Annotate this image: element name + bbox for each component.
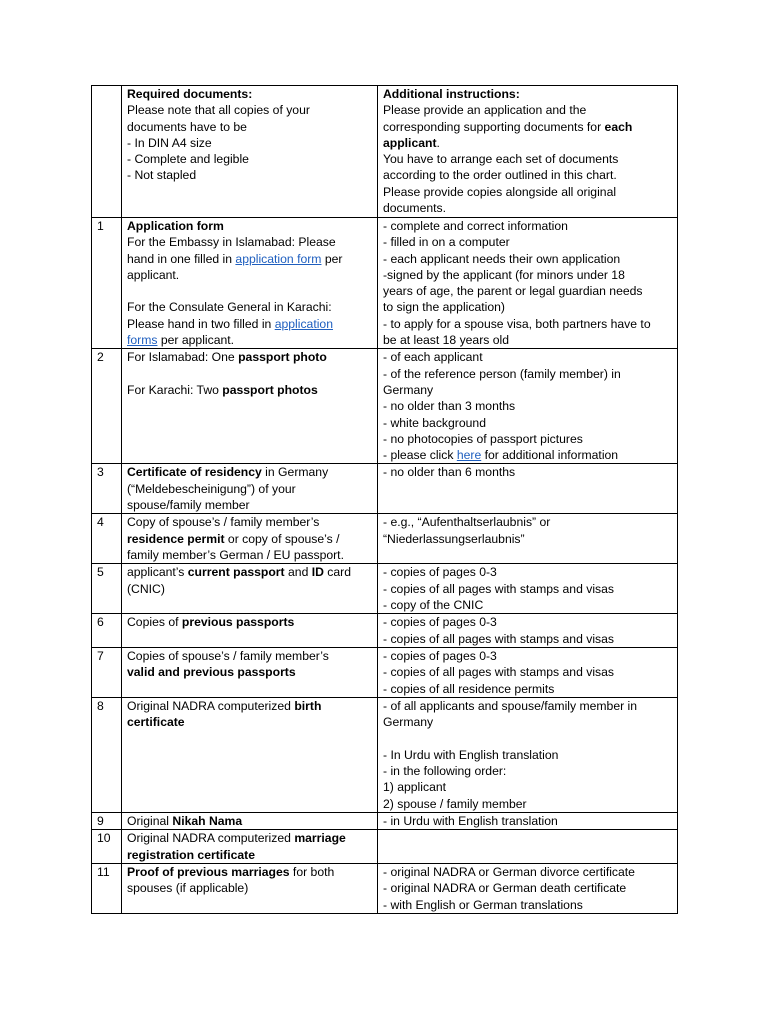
- blank-line: [127, 366, 372, 382]
- document-line: registration certificate: [127, 847, 256, 862]
- document-line: For the Embassy in Islamabad: Please: [127, 235, 336, 250]
- instruction-line: 1) applicant: [383, 780, 447, 795]
- bold-fragment: marriage: [294, 831, 346, 846]
- table-row: [92, 349, 678, 464]
- table-row: [92, 813, 678, 830]
- document-line: [127, 614, 372, 630]
- instruction-line: - no older than 3 months: [383, 399, 516, 414]
- document-line: [127, 531, 372, 547]
- row-number: 6: [92, 614, 122, 648]
- row-instructions-cell: [378, 218, 678, 349]
- text-fragment: card: [323, 565, 352, 580]
- document-line: [127, 251, 372, 267]
- bold-fragment: each: [604, 119, 633, 134]
- text-fragment: For Islamabad: One: [127, 350, 239, 365]
- text-fragment: per: [321, 251, 343, 266]
- row-number: 7: [92, 647, 122, 697]
- blank-line: [127, 283, 372, 299]
- document-line: [127, 349, 372, 365]
- row-number: 1: [92, 218, 122, 349]
- row-instructions-cell: [378, 647, 678, 697]
- row-instructions-cell: [378, 863, 678, 913]
- row-number: 8: [92, 697, 122, 812]
- table-row: [92, 830, 678, 864]
- text-fragment: For Karachi: Two: [127, 382, 223, 397]
- instruction-line: - copy of the CNIC: [383, 598, 484, 613]
- header-num-cell: [92, 86, 122, 218]
- text-fragment: or copy of spouse’s /: [224, 531, 340, 546]
- document-line: spouse/family member: [127, 498, 250, 513]
- instruction-line: - in Urdu with English translation: [383, 814, 558, 829]
- text-fragment: - please click: [383, 448, 457, 463]
- header-instructions-line: [383, 119, 672, 135]
- text-fragment: corresponding supporting documents for: [383, 119, 605, 134]
- header-instructions-title: Additional instructions:: [383, 87, 520, 101]
- row-number: 2: [92, 349, 122, 464]
- instruction-line: -signed by the applicant (for minors under 18: [383, 267, 625, 282]
- table-row: [92, 863, 678, 913]
- instruction-line: Germany: [383, 715, 434, 730]
- instruction-line: - copies of all residence permits: [383, 681, 555, 696]
- instruction-line: years of age, the parent or legal guardian needs: [383, 284, 643, 299]
- instruction-line: - original NADRA or German death certificate: [383, 881, 627, 896]
- text-fragment: Original NADRA computerized: [127, 698, 295, 713]
- row-number: 5: [92, 564, 122, 614]
- document-line: [127, 864, 372, 880]
- instruction-line: - copies of all pages with stamps and visas: [383, 665, 614, 680]
- table-row: [92, 697, 678, 812]
- row-number: 3: [92, 464, 122, 514]
- table-header-row: [92, 86, 678, 218]
- instruction-line: - of all applicants and spouse/family member in: [383, 698, 638, 713]
- instruction-line: - no photocopies of passport pictures: [383, 431, 583, 446]
- row-instructions-cell: [378, 697, 678, 812]
- text-fragment: for both: [289, 864, 335, 879]
- blank-line: [383, 731, 672, 747]
- row-document-cell: [122, 830, 378, 864]
- text-fragment: applicant’s: [127, 565, 188, 580]
- bold-fragment: Nikah Nama: [172, 814, 243, 829]
- instruction-line: - complete and correct information: [383, 219, 568, 233]
- document-line: valid and previous passports: [127, 665, 296, 680]
- application-forms-link[interactable]: forms: [127, 333, 158, 348]
- text-fragment: .: [436, 135, 440, 150]
- table-row: [92, 647, 678, 697]
- document-line: applicant.: [127, 267, 180, 282]
- header-instructions-line: according to the order outlined in this chart.: [383, 168, 617, 183]
- bold-fragment: birth: [294, 698, 322, 713]
- text-fragment: Original: [127, 814, 173, 829]
- instruction-line: - no older than 6 months: [383, 465, 516, 480]
- header-instructions-line: Please provide an application and the: [383, 103, 587, 118]
- text-fragment: hand in one filled in: [127, 251, 236, 266]
- row-document-cell: [122, 614, 378, 648]
- row-instructions-cell: [378, 830, 678, 864]
- document-line: [127, 698, 372, 714]
- row-document-cell: [122, 697, 378, 812]
- row-document-cell: [122, 813, 378, 830]
- bold-fragment: ID: [311, 565, 324, 580]
- bold-fragment: Certificate of residency: [127, 465, 262, 480]
- instruction-line: - to apply for a spouse visa, both partners have to: [383, 316, 651, 331]
- header-instructions-line: You have to arrange each set of documents: [383, 152, 619, 167]
- document-line: [127, 316, 372, 332]
- instruction-line: - of each applicant: [383, 350, 483, 365]
- document-line: certificate: [127, 715, 185, 730]
- row-instructions-cell: [378, 349, 678, 464]
- row-document-cell: [122, 647, 378, 697]
- header-documents-line: Please note that all copies of your: [127, 103, 310, 118]
- instruction-line: [383, 447, 672, 463]
- instruction-line: - white background: [383, 415, 486, 430]
- document-line: [127, 564, 372, 580]
- document-line: (CNIC): [127, 581, 165, 596]
- row-number: 4: [92, 514, 122, 564]
- instruction-line: be at least 18 years old: [383, 333, 510, 348]
- instruction-line: - copies of pages 0-3: [383, 565, 497, 580]
- row-instructions-cell: [378, 464, 678, 514]
- requirements-table: [91, 85, 678, 914]
- instruction-line: - original NADRA or German divorce certificate: [383, 864, 635, 879]
- document-line: [127, 464, 372, 480]
- instruction-line: - In Urdu with English translation: [383, 747, 559, 762]
- table-row: [92, 564, 678, 614]
- table-row: [92, 464, 678, 514]
- header-documents-line: documents have to be: [127, 119, 247, 134]
- instruction-line: to sign the application): [383, 300, 505, 315]
- bold-fragment: previous passports: [181, 615, 295, 630]
- instruction-line: - with English or German translations: [383, 897, 583, 912]
- document-line: [127, 382, 372, 398]
- table-row: [92, 514, 678, 564]
- document-line: [127, 830, 372, 846]
- bold-fragment: current passport: [187, 565, 285, 580]
- here-link[interactable]: here: [456, 448, 482, 463]
- table-row: [92, 218, 678, 349]
- header-instructions-line: documents.: [383, 201, 447, 216]
- text-fragment: in Germany: [261, 465, 329, 480]
- bold-fragment: passport photos: [222, 382, 318, 397]
- header-instructions-line: [383, 135, 672, 151]
- row-document-cell: [122, 464, 378, 514]
- table-row: [92, 614, 678, 648]
- instruction-line: - copies of pages 0-3: [383, 615, 497, 630]
- document-title: Application form: [127, 219, 224, 233]
- bold-fragment: passport photo: [238, 350, 327, 365]
- row-document-cell: [122, 514, 378, 564]
- instruction-line: - of the reference person (family member) in: [383, 366, 621, 381]
- document-line: Copy of spouse’s / family member’s: [127, 515, 320, 530]
- instruction-line: - e.g., “Aufenthaltserlaubnis” or: [383, 515, 551, 530]
- bold-fragment: applicant: [383, 135, 437, 150]
- text-fragment: and: [284, 565, 312, 580]
- document-line: (“Meldebescheinigung”) of your: [127, 481, 296, 496]
- row-instructions-cell: [378, 514, 678, 564]
- instruction-line: - copies of all pages with stamps and visas: [383, 631, 614, 646]
- row-instructions-cell: [378, 813, 678, 830]
- header-documents-line: - Not stapled: [127, 168, 197, 183]
- bold-fragment: Proof of previous marriages: [127, 864, 290, 879]
- row-instructions-cell: [378, 564, 678, 614]
- row-number: 9: [92, 813, 122, 830]
- header-instructions-cell: [378, 86, 678, 218]
- instruction-line: - copies of all pages with stamps and visas: [383, 581, 614, 596]
- bold-fragment: residence permit: [127, 531, 225, 546]
- instruction-line: Germany: [383, 382, 434, 397]
- instruction-line: - each applicant needs their own application: [383, 251, 621, 266]
- instruction-line: - filled in on a computer: [383, 235, 510, 250]
- row-number: 11: [92, 863, 122, 913]
- instruction-line: - in the following order:: [383, 764, 507, 779]
- header-documents-line: - In DIN A4 size: [127, 135, 212, 150]
- header-instructions-line: Please provide copies alongside all original: [383, 184, 617, 199]
- document-line: family member’s German / EU passport.: [127, 548, 344, 563]
- text-fragment: Copies of: [127, 615, 182, 630]
- row-document-cell: [122, 564, 378, 614]
- header-documents-line: - Complete and legible: [127, 152, 249, 167]
- instruction-line: “Niederlassungserlaubnis”: [383, 531, 525, 546]
- row-document-cell: [122, 863, 378, 913]
- instruction-line: 2) spouse / family member: [383, 796, 527, 811]
- header-documents-cell: [122, 86, 378, 218]
- text-fragment: for additional information: [481, 448, 619, 463]
- row-document-cell: [122, 218, 378, 349]
- document-line: For the Consulate General in Karachi:: [127, 300, 332, 315]
- row-instructions-cell: [378, 614, 678, 648]
- text-fragment: Please hand in two filled in: [127, 316, 275, 331]
- document-line: Copies of spouse’s / family member’s: [127, 648, 329, 663]
- instruction-line: - copies of pages 0-3: [383, 648, 497, 663]
- document-line: [127, 332, 372, 348]
- text-fragment: per applicant.: [157, 333, 235, 348]
- text-fragment: Original NADRA computerized: [127, 831, 295, 846]
- document-line: spouses (if applicable): [127, 881, 249, 896]
- application-form-link[interactable]: application form: [235, 251, 322, 266]
- row-document-cell: [122, 349, 378, 464]
- header-documents-title: Required documents:: [127, 87, 253, 101]
- application-forms-link[interactable]: application: [274, 316, 333, 331]
- row-number: 10: [92, 830, 122, 864]
- document-line: [127, 813, 372, 829]
